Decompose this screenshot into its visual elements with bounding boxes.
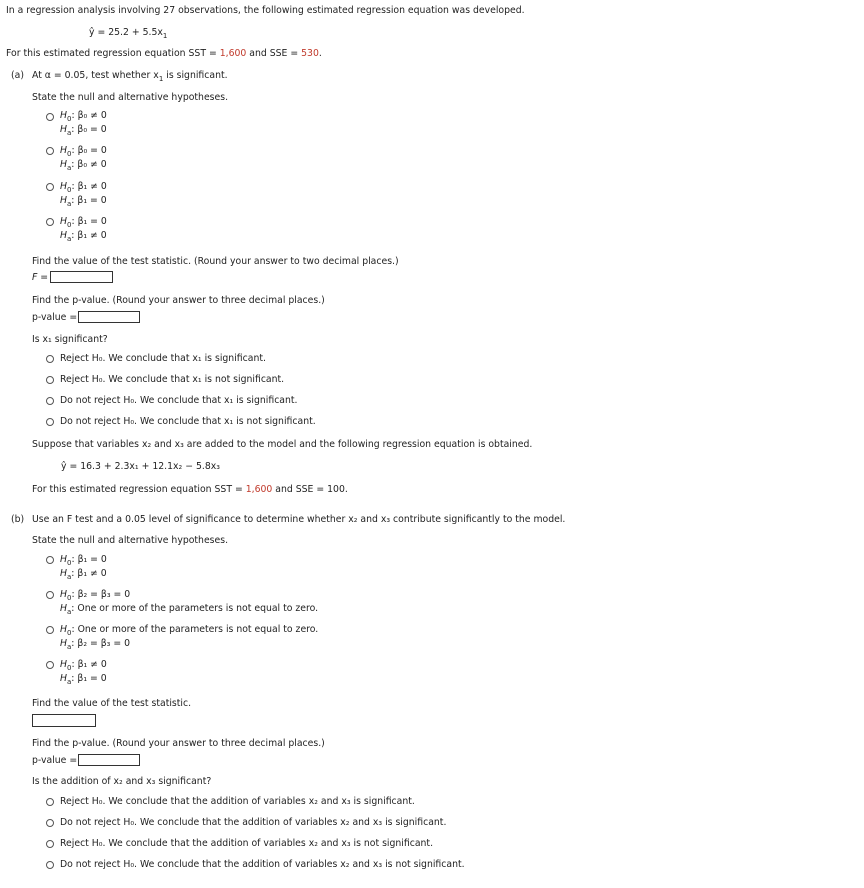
part-b-concl-option-2: Do not reject H₀. We conclude that the addition of variables x₂ and x₃ is significant. xyxy=(60,817,447,828)
sst-sse-line-2: For this estimated regression equation SST = 1,600 and SSE = 100. xyxy=(32,484,348,495)
part-b-hyp-option-4-ha: $H_a$: β₁ = 0 xyxy=(60,673,107,686)
part-a-f-input[interactable] xyxy=(50,271,113,283)
regression-equation-1: ŷ = $25.2 + 5.5x_1$ xyxy=(89,27,168,40)
part-a-concl-option-1: Reject H₀. We conclude that x₁ is significant. xyxy=(60,353,266,364)
part-a-hyp-option-2-radio[interactable] xyxy=(46,147,54,155)
part-b-concl-option-1-radio[interactable] xyxy=(46,798,54,806)
part-b-hypotheses-prompt: State the null and alternative hypotheses. xyxy=(32,535,229,546)
part-b-hyp-option-1-radio[interactable] xyxy=(46,556,54,564)
intro-text: In a regression analysis involving 27 observations, the following estimated regression equation was developed. xyxy=(6,5,525,16)
part-a-hypotheses-prompt: State the null and alternative hypotheses. xyxy=(32,92,229,103)
part-b-hyp-option-1-h0: $H_0$: β₁ = 0 xyxy=(60,554,107,567)
part-a-concl-option-3: Do not reject H₀. We conclude that x₁ is significant. xyxy=(60,395,298,406)
part-b-p-label: p-value = xyxy=(32,755,78,766)
part-a-concl-option-4: Do not reject H₀. We conclude that x₁ is not significant. xyxy=(60,416,316,427)
part-a-question: At α = 0.05, test whether $x_1$ is significant. xyxy=(32,70,228,83)
part-b-hyp-option-4-radio[interactable] xyxy=(46,661,54,669)
part-b-concl-option-4: Do not reject H₀. We conclude that the addition of variables x₂ and x₃ is not significant. xyxy=(60,859,465,870)
part-b-significance-question: Is the addition of x₂ and x₃ significant? xyxy=(32,776,212,787)
part-a-p-label: p-value = xyxy=(32,312,78,323)
part-a-concl-option-2-radio[interactable] xyxy=(46,376,54,384)
part-a-label: (a) xyxy=(11,70,24,81)
part-a-significance-question: Is x₁ significant? xyxy=(32,334,108,345)
part-a-f-label: F = xyxy=(32,272,49,283)
part-b-p-prompt: Find the p-value. (Round your answer to three decimal places.) xyxy=(32,738,325,749)
part-b-hyp-option-3-radio[interactable] xyxy=(46,626,54,634)
part-b-concl-option-3: Reject H₀. We conclude that the addition of variables x₂ and x₃ is not significant. xyxy=(60,838,434,849)
part-a-hyp-option-1-radio[interactable] xyxy=(46,113,54,121)
part-b-label: (b) xyxy=(11,514,25,525)
part-a-f-prompt: Find the value of the test statistic. (Round your answer to two decimal places.) xyxy=(32,256,399,267)
part-b-p-input[interactable] xyxy=(78,754,140,766)
part-a-hyp-option-1-h0: $H_0$: β₀ ≠ 0 xyxy=(60,110,107,123)
part-a-concl-option-4-radio[interactable] xyxy=(46,418,54,426)
part-b-hyp-option-4-h0: $H_0$: β₁ ≠ 0 xyxy=(60,659,107,672)
part-b-concl-option-4-radio[interactable] xyxy=(46,861,54,869)
part-a-hyp-option-3-h0: $H_0$: β₁ ≠ 0 xyxy=(60,181,107,194)
part-b-concl-option-1: Reject H₀. We conclude that the addition of variables x₂ and x₃ is significant. xyxy=(60,796,415,807)
part-b-hyp-option-2-ha: $H_a$: One or more of the parameters is not equal to zero. xyxy=(60,603,319,616)
part-b-hyp-option-1-ha: $H_a$: β₁ ≠ 0 xyxy=(60,568,107,581)
part-a-hyp-option-1-ha: $H_a$: β₀ = 0 xyxy=(60,124,107,137)
part-a-hyp-option-2-ha: $H_a$: β₀ ≠ 0 xyxy=(60,159,107,172)
part-a-hyp-option-4-h0: $H_0$: β₁ = 0 xyxy=(60,216,107,229)
sst-sse-line-1: For this estimated regression equation SST = 1,600 and SSE = 530. xyxy=(6,48,322,59)
part-a-hyp-option-2-h0: $H_0$: β₀ = 0 xyxy=(60,145,107,158)
part-b-question: Use an F test and a 0.05 level of significance to determine whether x₂ and x₃ contribute significantly to the model. xyxy=(32,514,566,525)
part-a-hyp-option-4-ha: $H_a$: β₁ ≠ 0 xyxy=(60,230,107,243)
part-a-concl-option-3-radio[interactable] xyxy=(46,397,54,405)
part-a-hyp-option-3-ha: $H_a$: β₁ = 0 xyxy=(60,195,107,208)
part-b-hyp-option-3-ha: $H_a$: β₂ = β₃ = 0 xyxy=(60,638,131,651)
part-b-hyp-option-2-h0: $H_0$: β₂ = β₃ = 0 xyxy=(60,589,131,602)
part-a-p-input[interactable] xyxy=(78,311,140,323)
part-a-hyp-option-3-radio[interactable] xyxy=(46,183,54,191)
part-b-f-prompt: Find the value of the test statistic. xyxy=(32,698,192,709)
part-b-f-input[interactable] xyxy=(32,714,96,727)
part-a-concl-option-2: Reject H₀. We conclude that x₁ is not significant. xyxy=(60,374,285,385)
regression-equation-2: ŷ = 16.3 + 2.3x₁ + 12.1x₂ − 5.8x₃ xyxy=(61,461,220,472)
suppose-text: Suppose that variables x₂ and x₃ are added to the model and the following regression equation is obtained. xyxy=(32,439,533,450)
part-b-concl-option-3-radio[interactable] xyxy=(46,840,54,848)
part-b-hyp-option-2-radio[interactable] xyxy=(46,591,54,599)
part-a-p-prompt: Find the p-value. (Round your answer to three decimal places.) xyxy=(32,295,325,306)
part-a-hyp-option-4-radio[interactable] xyxy=(46,218,54,226)
part-b-concl-option-2-radio[interactable] xyxy=(46,819,54,827)
part-a-concl-option-1-radio[interactable] xyxy=(46,355,54,363)
part-b-hyp-option-3-h0: $H_0$: One or more of the parameters is not equal to zero. xyxy=(60,624,319,637)
